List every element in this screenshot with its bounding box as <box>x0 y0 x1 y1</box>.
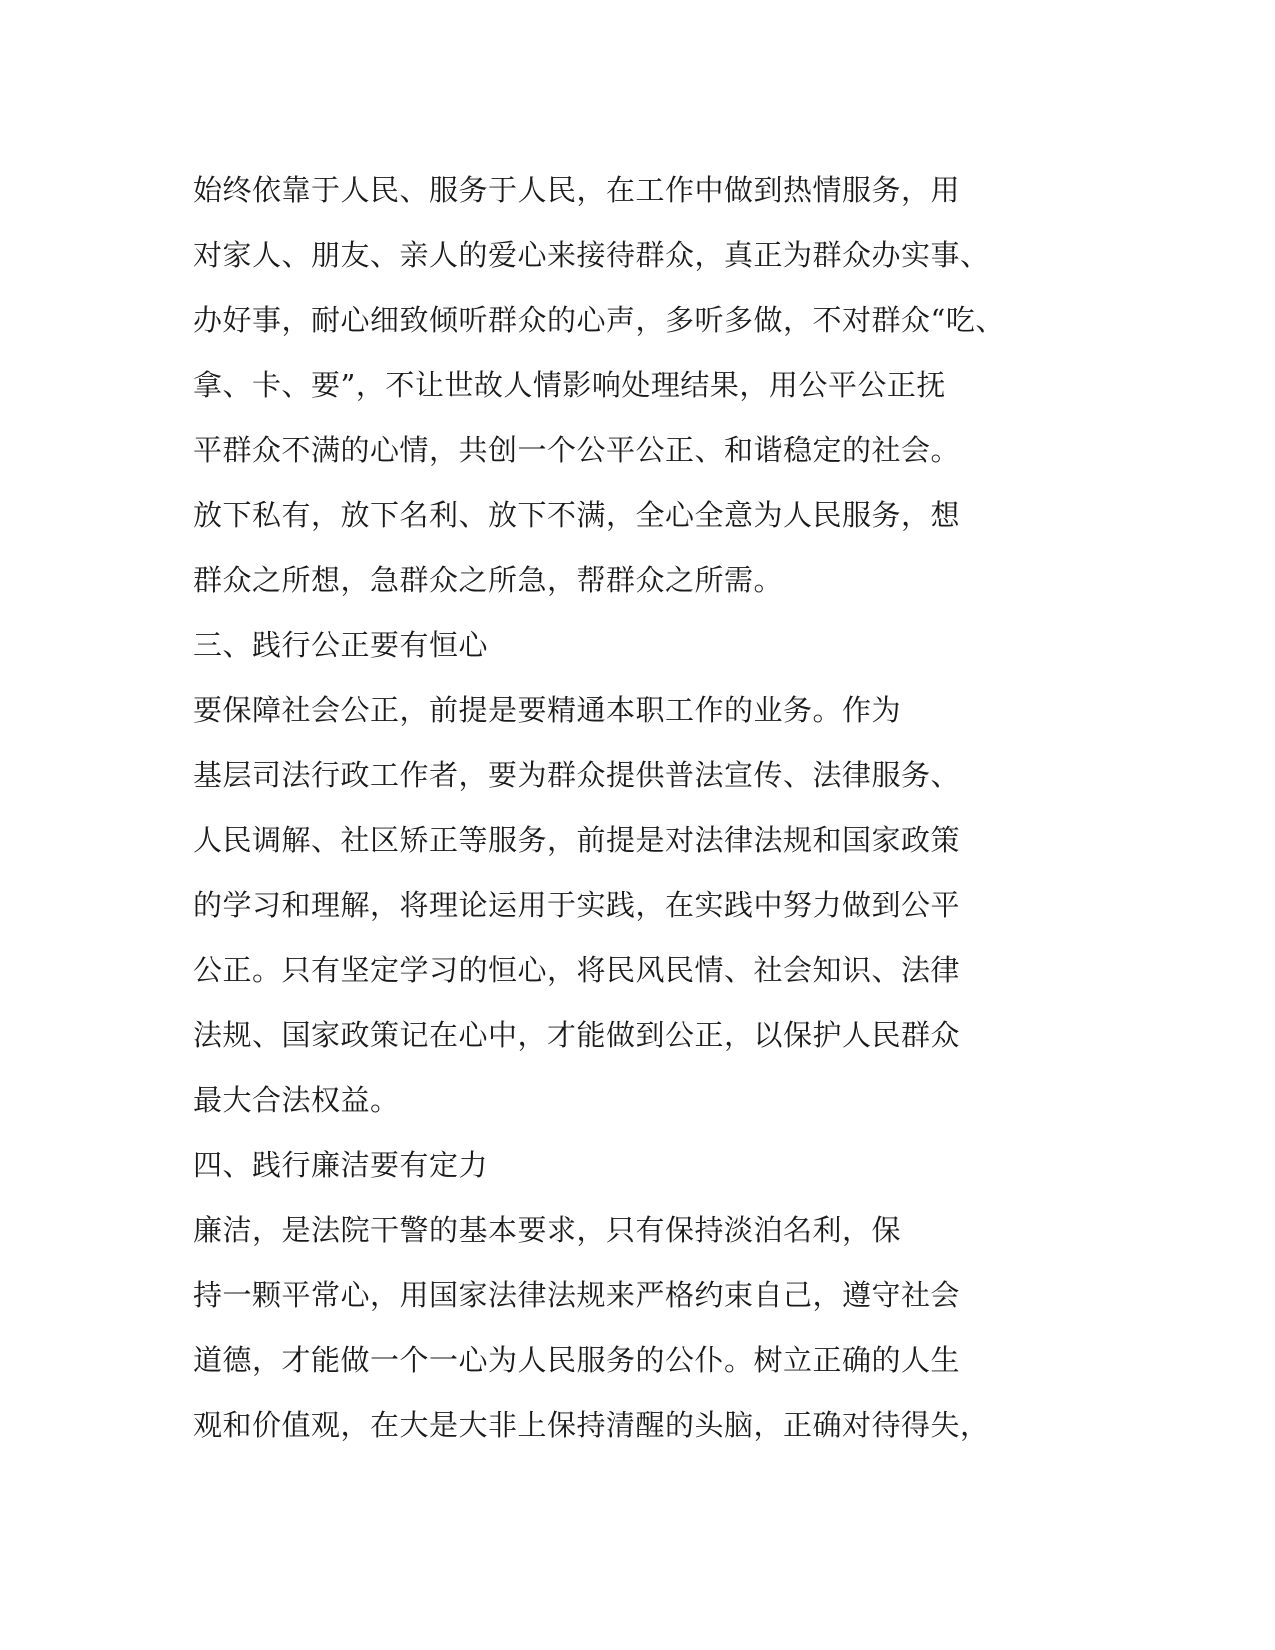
section-heading: 三、践行公正要有恒心 <box>193 628 489 662</box>
body-line: 廉洁，是法院干警的基本要求，只有保持淡泊名利，保 <box>193 1213 902 1247</box>
body-line: 道德，才能做一个一心为人民服务的公仆。树立正确的人生 <box>193 1343 961 1377</box>
body-line: 拿、卡、要”，不让世故人情影响处理结果，用公平公正抚 <box>193 368 946 402</box>
body-line: 最大合法权益。 <box>193 1083 400 1117</box>
body-line: 的学习和理解，将理论运用于实践，在实践中努力做到公平 <box>193 888 961 922</box>
body-line: 法规、国家政策记在心中，才能做到公正，以保护人民群众 <box>193 1018 961 1052</box>
body-line: 始终依靠于人民、服务于人民，在工作中做到热情服务，用 <box>193 173 961 207</box>
body-line: 观和价值观，在大是大非上保持清醒的头脑，正确对待得失， <box>193 1408 990 1442</box>
body-line: 基层司法行政工作者，要为群众提供普法宣传、法律服务、 <box>193 758 961 792</box>
document-body <box>193 158 1193 1458</box>
body-line: 群众之所想，急群众之所急，帮群众之所需。 <box>193 563 784 597</box>
body-line: 持一颗平常心，用国家法律法规来严格约束自己，遵守社会 <box>193 1278 961 1312</box>
body-line: 人民调解、社区矫正等服务，前提是对法律法规和国家政策 <box>193 823 961 857</box>
body-line: 要保障社会公正，前提是要精通本职工作的业务。作为 <box>193 693 902 727</box>
body-line: 对家人、朋友、亲人的爱心来接待群众，真正为群众办实事、 <box>193 238 990 272</box>
body-line: 放下私有，放下名利、放下不满，全心全意为人民服务，想 <box>193 498 961 532</box>
body-line: 办好事，耐心细致倾听群众的心声，多听多做，不对群众“吃、 <box>193 303 1005 337</box>
body-line: 公正。只有坚定学习的恒心，将民风民情、社会知识、法律 <box>193 953 961 987</box>
body-line: 平群众不满的心情，共创一个公平公正、和谐稳定的社会。 <box>193 433 961 467</box>
section-heading: 四、践行廉洁要有定力 <box>193 1148 489 1182</box>
